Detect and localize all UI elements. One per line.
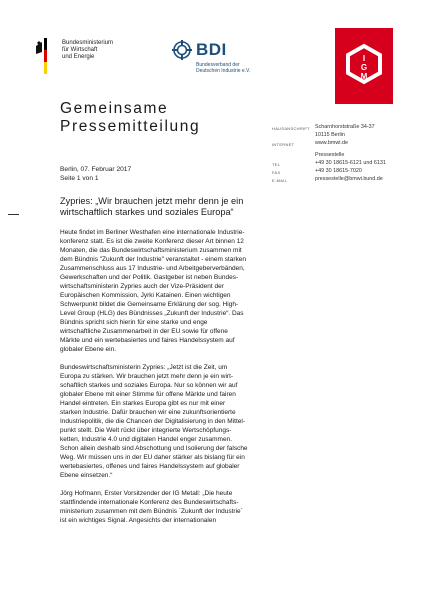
press-date: Berlin, 07. Februar 2017 bbox=[60, 166, 132, 173]
title-line-1: Gemeinsame bbox=[60, 100, 169, 117]
body-line: ministerium zusammen mit dem Bündnis `Zukunft der Industrie` bbox=[60, 508, 243, 515]
body-line: Heute findet im Berliner Westhafen eine internationale Industrie- bbox=[60, 229, 245, 236]
federal-eagle-icon bbox=[34, 36, 58, 78]
body-paragraph bbox=[60, 489, 280, 525]
body-line: globaler Ebene ein. bbox=[60, 346, 117, 353]
bmwi-line-1: Bundesministerium bbox=[62, 40, 114, 46]
contact-press-office: Pressestelle bbox=[315, 152, 345, 158]
fold-mark bbox=[8, 214, 19, 215]
body-line: Industriepolitik, die die Chancen der Digitalisierung in den Mittel- bbox=[60, 418, 245, 425]
body-line: wirtschaftliche Zusammenarbeit in der EU sowie für offene bbox=[60, 328, 228, 335]
body-line: Level Group (HLG) des Bündnisses „Zukunft der Industrie“. Das bbox=[60, 310, 244, 317]
body-line: Jörg Hofmann, Erster Vorsitzender der IG Metall: „Die heute bbox=[60, 490, 233, 497]
bdi-logo bbox=[172, 40, 292, 80]
bdi-sub-line-2: Deutschen Industrie e.V. bbox=[196, 68, 251, 74]
body-line: Gewerkschaften und der Politik. Gastgeber ist neben Bundes- bbox=[60, 274, 239, 281]
body-line: wertebasiertes, offenes und faires Handelssystem auf globaler bbox=[60, 463, 240, 470]
body-paragraph bbox=[60, 363, 280, 480]
bdi-sub-line-1: Bundesverband der bbox=[196, 62, 240, 68]
body-line: Schwerpunkt bildet die Gemeinsame Erklärung der sog. High- bbox=[60, 301, 239, 308]
igm-letter-i: I bbox=[362, 54, 366, 63]
contact-city: 10115 Berlin bbox=[315, 132, 345, 138]
contact-internet[interactable]: www.bmwi.de bbox=[315, 140, 348, 146]
body-line: wirtschaftsministerin Zypries auch der Vize-Präsident der bbox=[60, 283, 224, 290]
title-line-2: Pressemitteilung bbox=[60, 118, 201, 135]
body-line: Weg. Wir müssen uns in der EU daher stärker als bislang für ein bbox=[60, 454, 245, 461]
bdi-mark-icon bbox=[172, 40, 192, 60]
body-line: Handel eintreten. Ein starkes Europa gibt es nur mit einer bbox=[60, 400, 226, 407]
contact-label-fax: FAX bbox=[272, 170, 281, 175]
igm-letter-g: G bbox=[360, 63, 368, 72]
body-line: stattfindende internationale Konferenz des Bundeswirtschafts- bbox=[60, 499, 239, 506]
page-number: Seite 1 von 1 bbox=[60, 175, 99, 182]
igmetall-logo bbox=[335, 28, 393, 104]
body-line: Monaten, die das Bundeswirtschaftsministerium zusammen mit bbox=[60, 247, 242, 254]
headline-line-1: Zypries: „Wir brauchen jetzt mehr denn je ein bbox=[60, 196, 244, 206]
contact-label-internet: INTERNET bbox=[272, 142, 295, 147]
body-line: Europa zu stärken. Wir brauchen jetzt mehr denn je ein wirt- bbox=[60, 373, 234, 380]
contact-label-tel: TEL bbox=[272, 162, 281, 167]
igm-letter-m: M bbox=[360, 72, 368, 81]
body-paragraph bbox=[60, 228, 280, 354]
bmwi-line-2: für Wirtschaft bbox=[62, 47, 98, 53]
body-line: Bundeswirtschaftsministerin Zypries: „Jetzt ist die Zeit, um bbox=[60, 364, 228, 371]
igmetall-mark-icon bbox=[335, 28, 393, 104]
body-line: globaler Ebene mit einer Stimme für offene Märkte und fairen bbox=[60, 391, 236, 398]
body-line: Zusammenschluss aus 17 Industrie- und Arbeitgeberverbänden, bbox=[60, 265, 245, 272]
contact-label-address: HAUSANSCHRIFT bbox=[272, 126, 310, 131]
body-line: dem Bündnis "Zukunft der Industrie" veranstaltet - einem starken bbox=[60, 256, 246, 263]
body-line: Bündnis spricht sich hierin für eine starke und enge bbox=[60, 319, 208, 326]
body-line: punkt stellt. Die Welt rückt über integrierte Wertschöpfungs- bbox=[60, 427, 232, 434]
bmwi-line-3: und Energie bbox=[62, 54, 95, 60]
contact-fax: +49 30 18615-7020 bbox=[315, 168, 362, 174]
body-line: schaftlich starkes und soziales Europa. Nur so können wir auf bbox=[60, 382, 238, 389]
body-line: ketten, Industrie 4.0 und digitalen Handel enger zusammen. bbox=[60, 436, 232, 443]
body-line: Märkte und ein wertebasiertes und faires Handelssystem auf bbox=[60, 337, 235, 344]
body-line: starken Industrie. Dafür brauchen wir eine zukunftsorientierte bbox=[60, 409, 236, 416]
headline-line-2: wirtschaftlich starkes und soziales Europa“ bbox=[60, 207, 234, 217]
contact-address: Scharnhorststraße 34-37 bbox=[315, 124, 375, 130]
bmwi-logo bbox=[34, 36, 174, 80]
body-line: Ebene einsetzen.“ bbox=[60, 472, 113, 479]
body-line: Europäischen Kommission, Jyrki Katainen. Einen wichtigen bbox=[60, 292, 231, 299]
contact-tel: +49 30 18615-6121 und 6131 bbox=[315, 160, 386, 166]
body-text bbox=[60, 228, 280, 534]
body-line: ist ein wichtiges Signal. Angesichts der internationalen bbox=[60, 517, 217, 524]
contact-label-email: E-MAIL bbox=[272, 178, 288, 183]
body-line: konferenz statt. Es ist die zweite Konferenz dieser Art binnen 12 bbox=[60, 238, 244, 245]
body-line: Schon allein deshalb sind Abschottung und Isolierung der falsche bbox=[60, 445, 248, 452]
bdi-wordmark: BDI bbox=[196, 40, 227, 59]
contact-email[interactable]: pressestelle@bmwi.bund.de bbox=[315, 176, 383, 182]
